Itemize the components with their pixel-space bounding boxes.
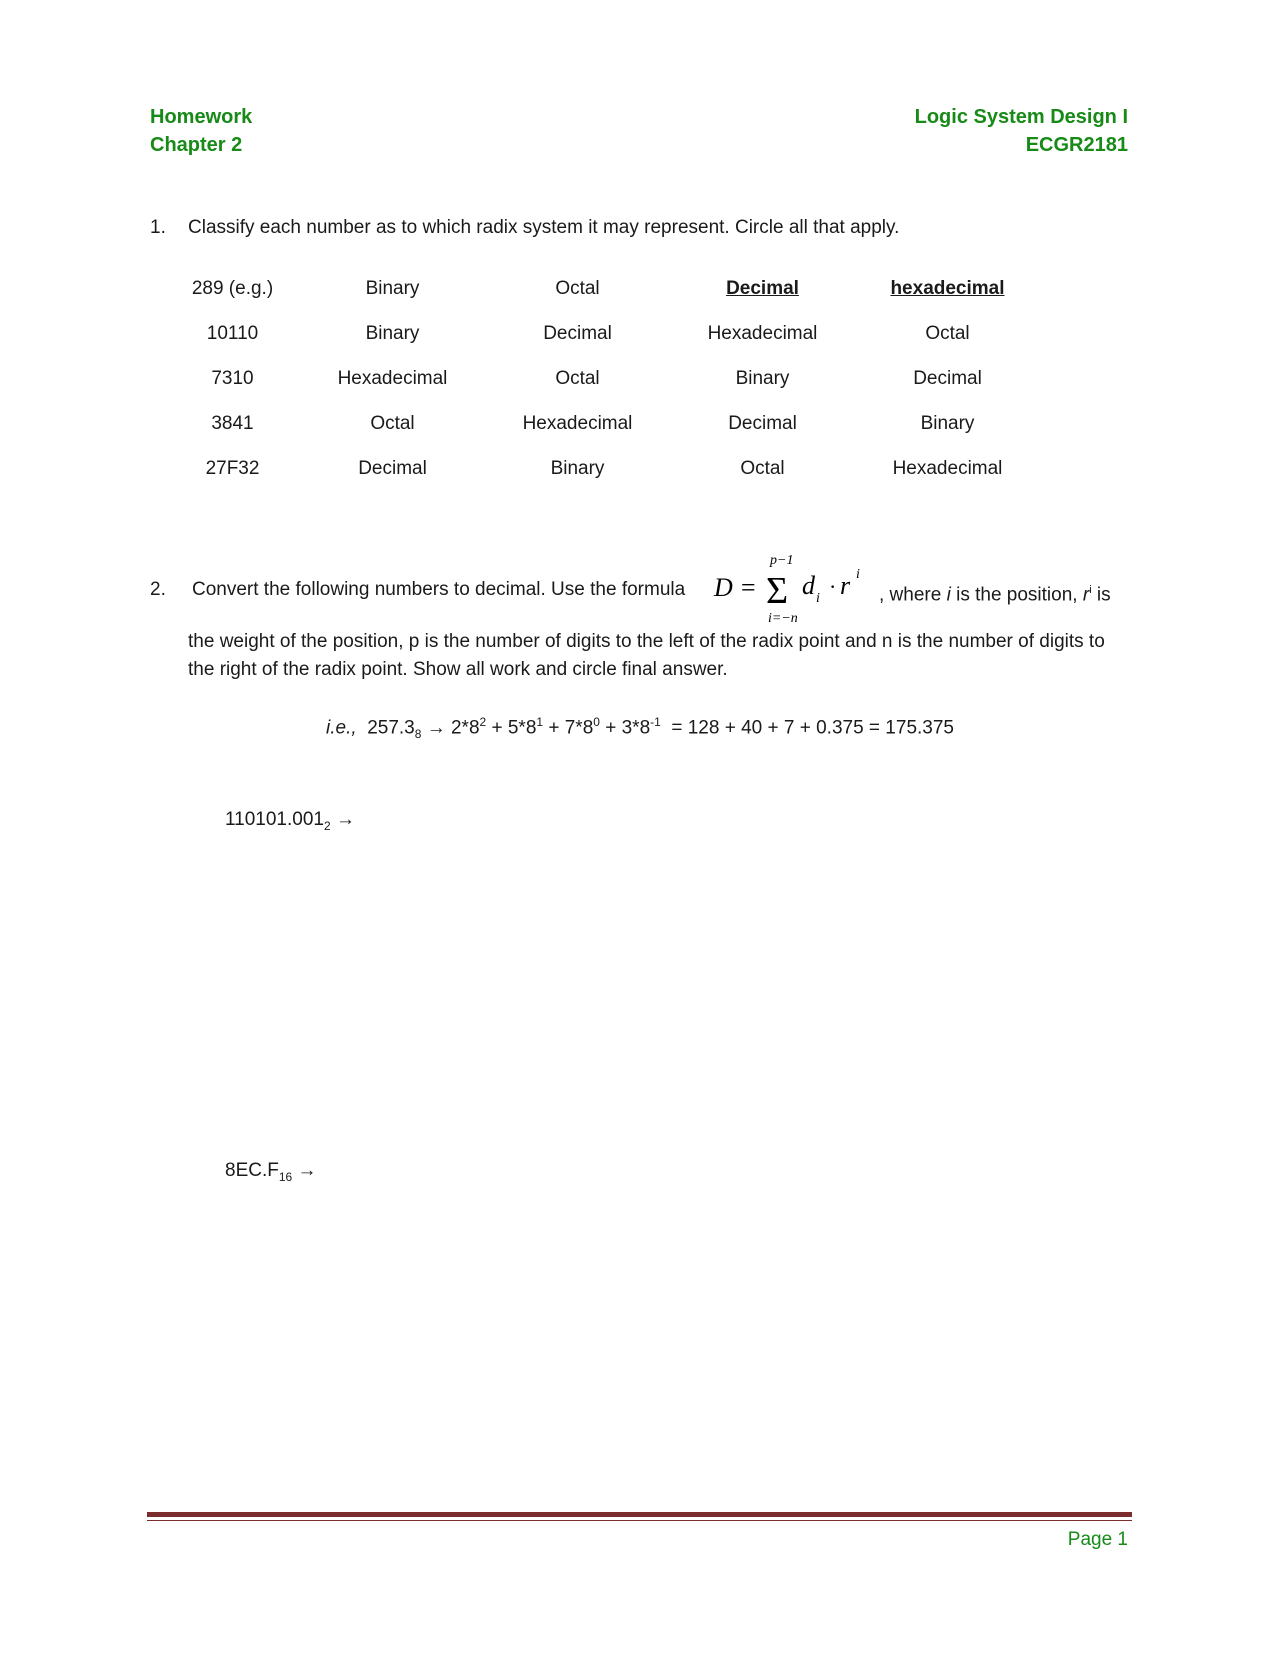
example-exponent: 1 xyxy=(536,715,544,729)
option-cell[interactable]: Octal xyxy=(925,322,970,344)
problem-hex xyxy=(225,1160,317,1184)
arrow-icon: → xyxy=(297,1160,317,1181)
q2-intro-continued xyxy=(879,576,1111,609)
number-cell: 289 (e.g.) xyxy=(191,277,274,299)
number-cell: 3841 xyxy=(211,412,254,434)
text-r-exponent: i xyxy=(1089,584,1092,596)
problem-value: 110101.001 xyxy=(225,809,324,830)
table-row xyxy=(165,266,1040,311)
formula-r: r xyxy=(840,571,851,600)
option-cell[interactable]: Decimal xyxy=(913,367,982,389)
problem-base: 2 xyxy=(323,818,331,833)
table-row xyxy=(165,311,1040,356)
footer-divider-thin xyxy=(147,1520,1132,1521)
option-cell[interactable]: Hexadecimal xyxy=(522,412,633,434)
option-cell[interactable]: Binary xyxy=(365,322,420,344)
problem-base: 16 xyxy=(278,1169,293,1184)
text-i: i xyxy=(946,584,951,606)
example-exponent: 2 xyxy=(479,715,487,729)
formula-dot: · xyxy=(829,574,837,599)
q2-paragraph: the weight of the position, p is the number of digits to the left of the radix point and n is the number of digits to the right of the radix point. Show all work and circle final answer. xyxy=(188,631,1105,680)
q1-number: 1. xyxy=(150,217,166,238)
example-term: + 7*8 xyxy=(543,717,594,739)
example-base: 8 xyxy=(414,727,422,742)
example-exponent: 0 xyxy=(593,715,600,729)
example-result: = 128 + 40 + 7 + 0.375 = 175.375 xyxy=(660,717,954,739)
formula-d: d xyxy=(802,571,815,600)
table-row xyxy=(165,401,1040,446)
footer-divider xyxy=(147,1512,1132,1517)
problem-binary xyxy=(225,809,355,833)
arrow-icon: → xyxy=(335,809,355,830)
option-cell[interactable]: Octal xyxy=(555,277,600,299)
example-term: + 5*8 xyxy=(486,717,537,739)
worked-example xyxy=(326,708,954,748)
option-cell[interactable]: Hexadecimal xyxy=(337,367,448,389)
formula-upper-limit: p−1 xyxy=(770,553,794,568)
formula-lhs: D = xyxy=(714,573,757,602)
example-value: 257.3 xyxy=(367,717,415,739)
option-cell[interactable]: Binary xyxy=(550,457,605,479)
header-right xyxy=(915,103,1128,159)
q1-prompt: Classify each number as to which radix system it may represent. Circle all that apply. xyxy=(188,217,900,238)
table-row xyxy=(165,446,1040,491)
option-cell[interactable]: Octal xyxy=(740,457,785,479)
example-term: 2*8 xyxy=(445,717,480,739)
option-cell[interactable]: Decimal xyxy=(358,457,427,479)
option-cell-circled[interactable]: Decimal xyxy=(726,277,799,299)
option-cell[interactable]: Binary xyxy=(365,277,420,299)
number-cell: 7310 xyxy=(211,367,254,389)
header-course-code: ECGR2181 xyxy=(1025,134,1128,156)
q2-intro: Convert the following numbers to decimal. Use the formula xyxy=(192,579,686,600)
number-cell: 10110 xyxy=(206,322,259,344)
example-term: + 3*8 xyxy=(599,717,651,739)
option-cell[interactable]: Octal xyxy=(555,367,600,389)
radix-classification-table xyxy=(165,266,1040,491)
example-lead: i.e., xyxy=(326,717,357,739)
q2-number: 2. xyxy=(150,579,166,600)
text-where: , where xyxy=(879,584,947,606)
table-row xyxy=(165,356,1040,401)
option-cell[interactable]: Hexadecimal xyxy=(892,457,1003,479)
text-is-position: is the position, xyxy=(950,584,1083,606)
option-cell[interactable]: Hexadecimal xyxy=(707,322,818,344)
header-chapter: Chapter 2 xyxy=(150,134,243,156)
option-cell[interactable]: Octal xyxy=(370,412,415,434)
summation-formula xyxy=(712,546,872,624)
header-homework: Homework xyxy=(150,106,253,128)
text-r: r xyxy=(1082,584,1090,606)
formula-sigma: Σ xyxy=(766,570,789,612)
arrow-icon: → xyxy=(426,717,446,739)
example-exponent: -1 xyxy=(650,715,661,729)
page-number: Page 1 xyxy=(1067,1529,1128,1550)
option-cell[interactable]: Decimal xyxy=(543,322,612,344)
number-cell: 27F32 xyxy=(205,457,260,479)
header-course-title: Logic System Design I xyxy=(914,106,1128,128)
option-cell-circled[interactable]: hexadecimal xyxy=(890,277,1005,299)
formula-lower-limit: i=−n xyxy=(768,611,798,624)
option-cell[interactable]: Binary xyxy=(735,367,790,389)
option-cell[interactable]: Binary xyxy=(920,412,975,434)
text-is: is xyxy=(1091,584,1111,606)
header-left xyxy=(150,103,252,159)
formula-r-exponent: i xyxy=(856,567,860,582)
formula-d-subscript: i xyxy=(816,591,820,606)
option-cell[interactable]: Decimal xyxy=(728,412,797,434)
problem-value: 8EC.F xyxy=(225,1160,279,1181)
